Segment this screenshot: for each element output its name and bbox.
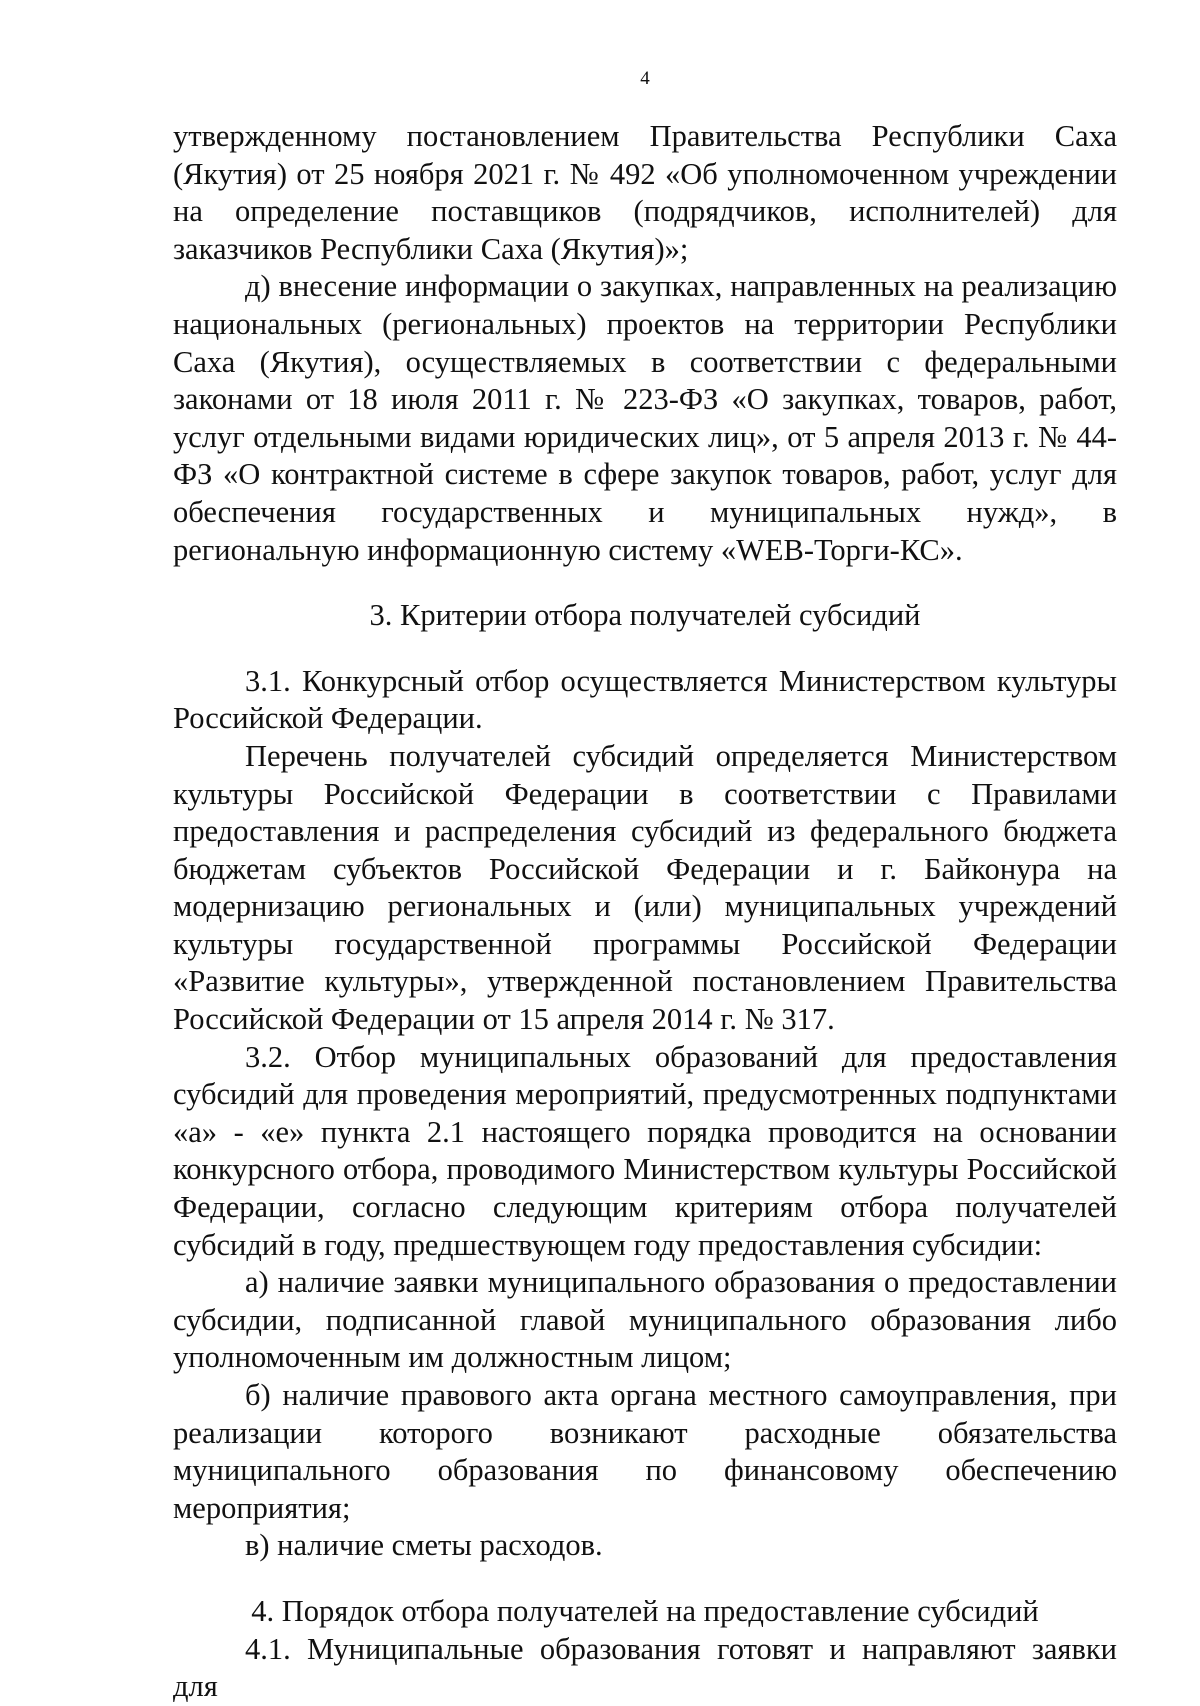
- document-body: [173, 118, 1117, 1706]
- list-item: б) наличие правового акта органа местного самоуправления, при реализации которого возникают расходные обязательства муниципального образования по финансовому обеспечению мероприятия;: [173, 1378, 1117, 1525]
- page-number: 4: [640, 68, 650, 89]
- paragraph: Перечень получателей субсидий определяется Министерством культуры Российской Федерации в соответствии с Правилами предоставления и распределения субсидий из федерального бюджета бюджетам субъектов Российской Федерации и г. Байконура на модернизацию региональных и (или) муниципальных учреждений культуры государственной программы Российской Федерации «Развитие культуры», утвержденной постановлением Правительства Российской Федерации от 15 апреля 2014 г. № 317.: [173, 738, 1117, 1037]
- section-heading: 3. Критерии отбора получателей субсидий: [369, 598, 921, 633]
- paragraph: 3.2. Отбор муниципальных образований для предоставления субсидий для проведения мероприятий, предусмотренных подпунктами «а» - «е» пункта 2.1 настоящего порядка проводится на основании конкурсного отбора, проводимого Министерством культуры Российской Федерации, согласно следующим критериям отбора получателей субсидий в году, предшествующем году предоставления субсидии:: [173, 1039, 1117, 1262]
- list-item: в) наличие сметы расходов.: [245, 1528, 603, 1563]
- paragraph: д) внесение информации о закупках, направленных на реализацию национальных (региональных) проектов на территории Республики Саха (Якутия), осуществляемых в соответствии с федеральными законами от 18 июля 2011 г. № 223-ФЗ «О закупках, товаров, работ, услуг отдельными видами юридических лиц», от 5 апреля 2013 г. № 44-ФЗ «О контрактной системе в сфере закупок товаров, работ, услуг для обеспечения государственных и муниципальных нужд», в региональную информационную систему «WEB-Торги-КС».: [173, 269, 1117, 567]
- paragraph: 4.1. Муниципальные образования готовят и направляют заявки для: [173, 1631, 1117, 1704]
- paragraph: 3.1. Конкурсный отбор осуществляется Министерством культуры Российской Федерации.: [173, 663, 1117, 736]
- list-item: а) наличие заявки муниципального образования о предоставлении субсидии, подписанной главой муниципального образования либо уполномоченным им должностным лицом;: [173, 1265, 1117, 1375]
- section-heading: 4. Порядок отбора получателей на предоставление субсидий: [251, 1593, 1039, 1628]
- paragraph: утвержденному постановлением Правительства Республики Саха (Якутия) от 25 ноября 2021 г. № 492 «Об уполномоченном учреждении на определение поставщиков (подрядчиков, исполнителей) для заказчиков Республики Саха (Якутия)»;: [173, 119, 1117, 266]
